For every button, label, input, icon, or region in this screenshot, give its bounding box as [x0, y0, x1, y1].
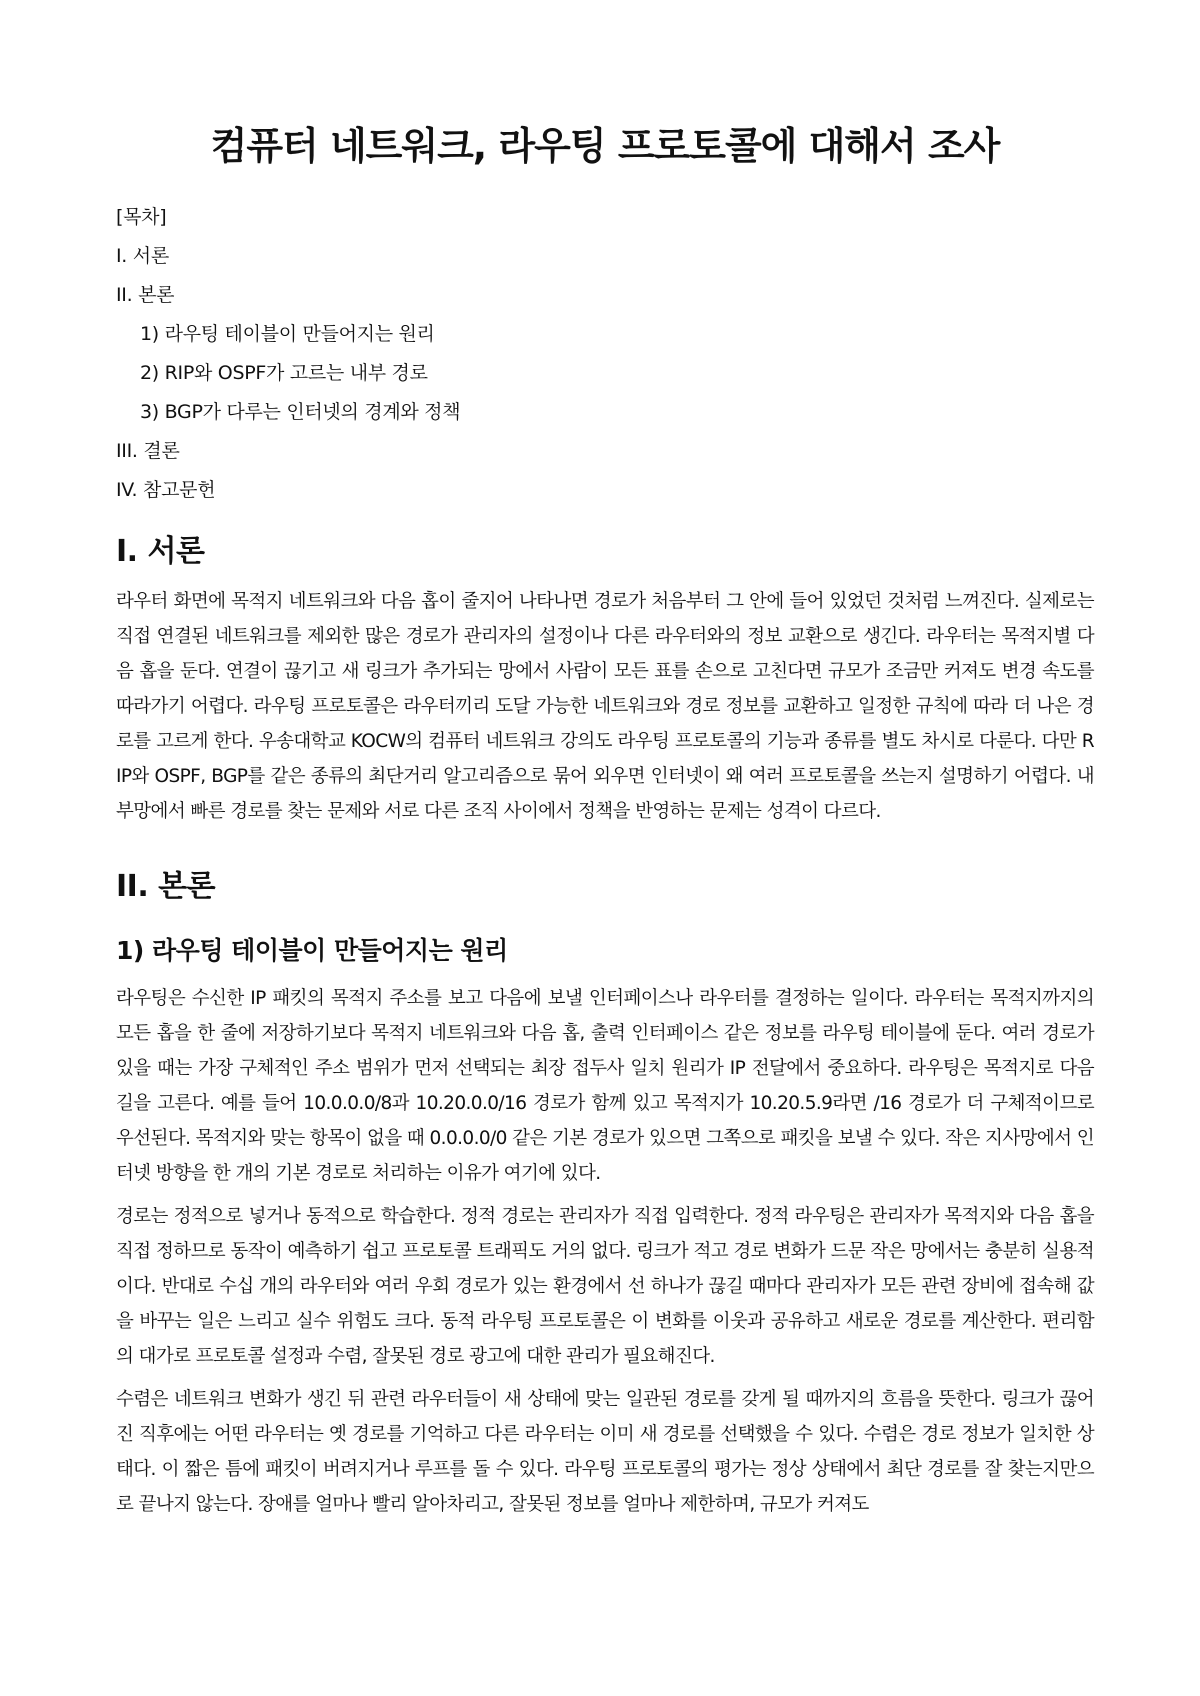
document-page — [116, 0, 1094, 1530]
paragraph: 라우터 화면에 목적지 네트워크와 다음 홉이 줄지어 나타나면 경로가 처음부터 그 안에 들어 있었던 것처럼 느껴진다. 실제로는 직접 연결된 네트워크를 제외한 많은 경로가 관리자의 설정이나 다른 라우터와의 정보 교환으로 생긴다. 라우터는 목적지별 다음 홉을 둔다. 연결이 끊기고 새 링크가 추가되는 망에서 사람이 모든 표를 손으로 고친다면 규모가 조금만 커져도 변경 속도를 따라가기 어렵다. 라우팅 프로토콜은 라우터끼리 도달 가능한 네트워크와 경로 정보를 교환하고 일정한 규칙에 따라 더 나은 경로를 고르게 한다. 우송대학교 KOCW의 컴퓨터 네트워크 강의도 라우팅 프로토콜의 기능과 종류를 별도 차시로 다룬다. 다만 RIP와 OSPF, BGP를 같은 종류의 최단거리 알고리즘으로 묶어 외우면 인터넷이 왜 여러 프로토콜을 쓰는지 설명하기 어렵다. 내부망에서 빠른 경로를 찾는 문제와 서로 다른 조직 사이에서 정책을 반영하는 문제는 성격이 다르다. — [116, 591, 1094, 822]
paragraph: 수렴은 네트워크 변화가 생긴 뒤 관련 라우터들이 새 상태에 맞는 일관된 경로를 갖게 될 때까지의 흐름을 뜻한다. 링크가 끊어진 직후에는 어떤 라우터는 옛 경로를 기억하고 다른 라우터는 이미 새 경로를 선택했을 수 있다. 수렴은 경로 정보가 일치한 상태다. 이 짧은 틈에 패킷이 버려지거나 루프를 돌 수 있다. 라우팅 프로토콜의 평가는 정상 상태에서 최단 경로를 잘 찾는지만으로 끝나지 않는다. 장애를 얼마나 빨리 알아차리고, 잘못된 정보를 얼마나 제한하며, 규모가 커져도 — [116, 1389, 1094, 1515]
toc-item-references: IV. 참고문헌 — [116, 479, 216, 501]
paragraph: 경로는 정적으로 넣거나 동적으로 학습한다. 정적 경로는 관리자가 직접 입력한다. 정적 라우팅은 관리자가 목적지와 다음 홉을 직접 정하므로 동작이 예측하기 쉽고 프로토콜 트래픽도 거의 없다. 링크가 적고 경로 변화가 드문 작은 망에서는 충분히 실용적이다. 반대로 수십 개의 라우터와 여러 우회 경로가 있는 환경에서 선 하나가 끊길 때마다 관리자가 모든 관련 장비에 접속해 값을 바꾸는 일은 느리고 실수 위험도 크다. 동적 라우팅 프로토콜은 이 변화를 이웃과 공유하고 새로운 경로를 계산한다. 편리함의 대가로 프로토콜 설정과 수렴, 잘못된 경로 광고에 대한 관리가 필요해진다. — [116, 1206, 1094, 1367]
table-of-contents — [116, 204, 1094, 504]
toc-header: [목차] — [116, 206, 167, 228]
paragraph: 라우팅은 수신한 IP 패킷의 목적지 주소를 보고 다음에 보낼 인터페이스나 라우터를 결정하는 일이다. 라우터는 목적지까지의 모든 홉을 한 줄에 저장하기보다 목적지 네트워크와 다음 홉, 출력 인터페이스 같은 정보를 라우팅 테이블에 둔다. 여러 경로가 있을 때는 가장 구체적인 주소 범위가 먼저 선택되는 최장 접두사 일치 원리가 IP 전달에서 중요하다. 라우팅은 목적지로 다음 길을 고른다. 예를 들어 10.0.0.0/8과 10.20.0.0/16 경로가 함께 있고 목적지가 10.20.5.9라면 /16 경로가 더 구체적이므로 우선된다. 목적지와 맞는 항목이 없을 때 0.0.0.0/0 같은 기본 경로가 있으면 그쪽으로 패킷을 보낼 수 있다. 작은 지사망에서 인터넷 방향을 한 개의 기본 경로로 처리하는 이유가 여기에 있다. — [116, 988, 1094, 1184]
document-title: 컴퓨터 네트워크, 라우팅 프로토콜에 대해서 조사 — [210, 124, 1000, 168]
section-heading-introduction: I. 서론 — [116, 534, 205, 569]
toc-item-body: II. 본론 — [116, 284, 175, 306]
section-heading-body: II. 본론 — [116, 869, 216, 904]
toc-item-rip-ospf: 2) RIP와 OSPF가 고르는 내부 경로 — [140, 362, 428, 384]
toc-item-routing-table: 1) 라우팅 테이블이 만들어지는 원리 — [140, 323, 435, 345]
toc-item-introduction: I. 서론 — [116, 245, 169, 267]
toc-item-bgp: 3) BGP가 다루는 인터넷의 경계와 정책 — [140, 401, 461, 423]
subsection-heading-routing-table: 1) 라우팅 테이블이 만들어지는 원리 — [116, 936, 508, 965]
toc-item-conclusion: III. 결론 — [116, 440, 180, 462]
